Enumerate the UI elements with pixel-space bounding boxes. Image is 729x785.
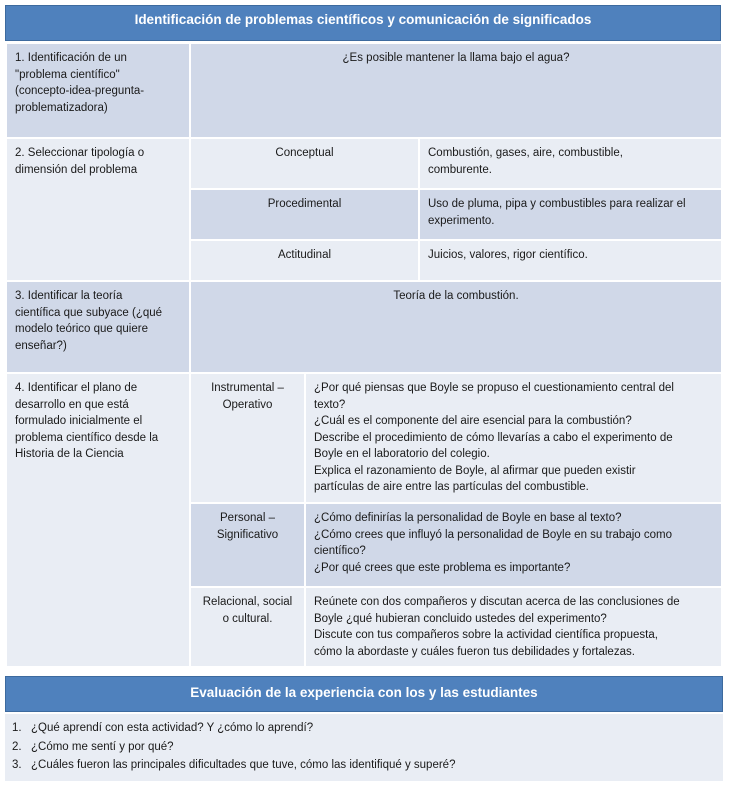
list-item [5,719,723,738]
list-item-text: ¿Qué aprendí con esta actividad? Y ¿cómo lo aprendí? [31,722,314,734]
main-title: Identificación de problemas científicos y comunicación de significados [5,5,721,41]
list-item-text: ¿Cómo me sentí y por qué? [31,740,174,753]
row1-label: 1. Identificación de un "problema científico" (concepto-idea-pregunta- problematizadora) [6,43,190,138]
row4-plane-instrumental: Instrumental – Operativo [190,373,305,503]
row2-desc-procedimental: Uso de pluma, pipa y combustibles para realizar el experimento. [419,189,722,240]
row2-type-conceptual: Conceptual [190,138,419,189]
list-item-number: 1. [12,722,22,734]
row4-desc-personal: ¿Cómo definirías la personalidad de Boyle en base al texto? ¿Cómo crees que influyó la personalidad de Boyle en su trabajo como científico? ¿Por qué crees que este problema es importante? [305,503,722,587]
list-item-number: 3. [12,759,22,771]
row2-type-procedimental: Procedimental [190,189,419,240]
list-item-number: 2. [12,740,22,753]
row3-label: 3. Identificar la teoría científica que subyace (¿qué modelo teórico que quiere enseñar?) [6,281,190,373]
list-item [5,756,723,775]
problem-table [5,42,723,668]
row4-label: 4. Identificar el plano de desarrollo en que está formulado inicialmente el problema científico desde la Historia de la Ciencia [6,373,190,667]
row1-value: ¿Es posible mantener la llama bajo el agua? [190,43,722,138]
row3-value: Teoría de la combustión. [190,281,722,373]
list-item-text: ¿Cuáles fueron las principales dificultades que tuve, cómo las identifiqué y superé? [31,759,456,771]
row2-label: 2. Seleccionar tipología o dimensión del problema [6,138,190,281]
row4-desc-instrumental: ¿Por qué piensas que Boyle se propuso el cuestionamiento central del texto? ¿Cuál es el componente del aire esencial para la combustión? Describe el procedimiento de cómo llevarías a cabo el experimento de Boyle en el laboratorio del colegio. Explica el razonamiento de Boyle, al afirmar que pueden existir partículas de aire entre las partículas del combustible. [305,373,722,503]
row4-plane-personal: Personal – Significativo [190,503,305,587]
evaluation-title: Evaluación de la experiencia con los y las estudiantes [5,676,723,712]
row4-plane-relacional: Relacional, social o cultural. [190,587,305,667]
row4-desc-relacional: Reúnete con dos compañeros y discutan acerca de las conclusiones de Boyle ¿qué hubieran concluido ustedes del experimento? Discute con tus compañeros sobre la actividad científica propuesta, cómo la abordaste y cuáles fueron tus debilidades y fortalezas. [305,587,722,667]
row2-desc-conceptual: Combustión, gases, aire, combustible, comburente. [419,138,722,189]
row2-type-actitudinal: Actitudinal [190,240,419,281]
list-item [5,738,723,757]
evaluation-list [5,714,723,781]
row2-desc-actitudinal: Juicios, valores, rigor científico. [419,240,722,281]
